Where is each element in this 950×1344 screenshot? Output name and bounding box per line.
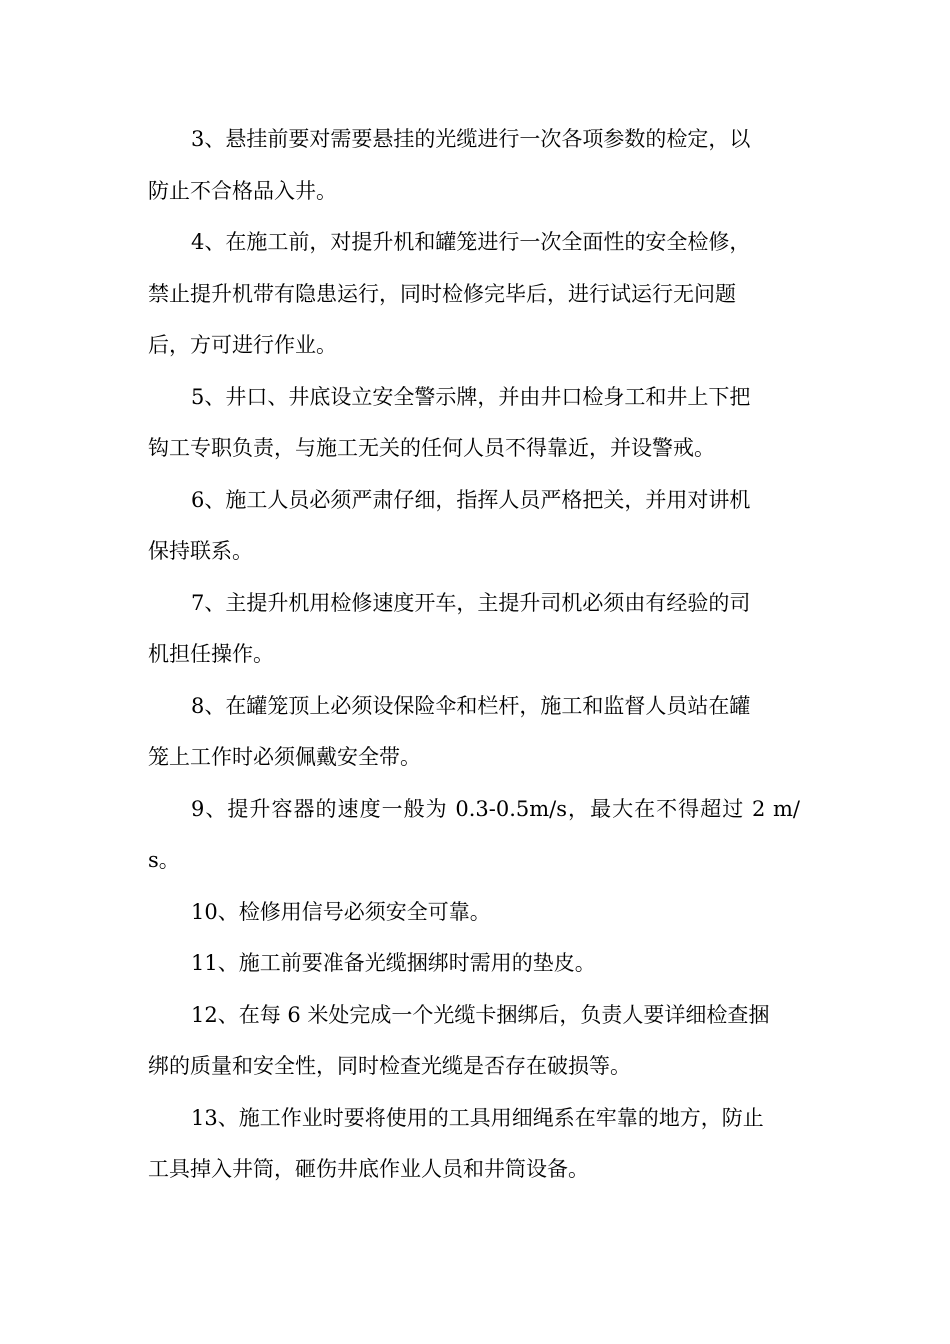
paragraph-line: 10、检修用信号必须安全可靠。 [191,899,491,924]
paragraph-item-10 [148,887,800,939]
paragraph-line: 5、井口、井底设立安全警示牌，并由井口检身工和井上下把 [191,384,751,409]
paragraph-item-13 [148,1093,800,1196]
paragraph-item-4 [148,217,800,372]
paragraph-item-8 [148,681,800,784]
paragraph-line: 7、主提升机用检修速度开车，主提升司机必须由有经验的司 [191,590,751,615]
paragraph-line: 11、施工前要准备光缆捆绑时需用的垫皮。 [191,951,596,975]
paragraph-item-3 [148,114,800,217]
paragraph-item-5 [148,372,800,475]
paragraph-line: 笼上工作时必须佩戴安全带。 [148,745,421,769]
paragraph-line: 工具掉入井筒，砸伤井底作业人员和井筒设备。 [148,1157,589,1181]
paragraph-line: 13、施工作业时要将使用的工具用细绳系在牢靠的地方，防止 [191,1105,764,1130]
paragraph-line: 防止不合格品入井。 [148,178,337,203]
paragraph-line: 钩工专职负责，与施工无关的任何人员不得靠近，并设警戒。 [148,436,715,460]
paragraph-line: 8、在罐笼顶上必须设保险伞和栏杆，施工和监督人员站在罐 [191,693,751,718]
paragraph-line: 12、在每 6 米处完成一个光缆卡捆绑后，负责人要详细检查捆 [191,1002,770,1027]
paragraph-line: 保持联系。 [148,539,253,563]
paragraph-line: 9、提升容器的速度一般为 0.3-0.5m/s，最大在不得超过 2 m/s。 [148,796,800,872]
paragraph-line: 绑的质量和安全性，同时检查光缆是否存在破损等。 [148,1054,631,1078]
paragraph-line: 机担任操作。 [148,642,274,666]
paragraph-line: 后，方可进行作业。 [148,333,337,357]
paragraph-line: 6、施工人员必须严肃仔细，指挥人员严格把关，并用对讲机 [191,487,751,512]
paragraph-line: 禁止提升机带有隐患运行，同时检修完毕后，进行试运行无问题 [148,281,736,306]
paragraph-line: 4、在施工前，对提升机和罐笼进行一次全面性的安全检修， [191,230,751,254]
paragraph-item-6 [148,475,800,578]
paragraph-item-11 [148,938,800,990]
document-body [148,114,800,1196]
paragraph-item-7 [148,578,800,681]
paragraph-line: 3、悬挂前要对需要悬挂的光缆进行一次各项参数的检定，以 [191,127,751,151]
paragraph-item-12 [148,990,800,1093]
paragraph-item-9 [148,784,800,887]
